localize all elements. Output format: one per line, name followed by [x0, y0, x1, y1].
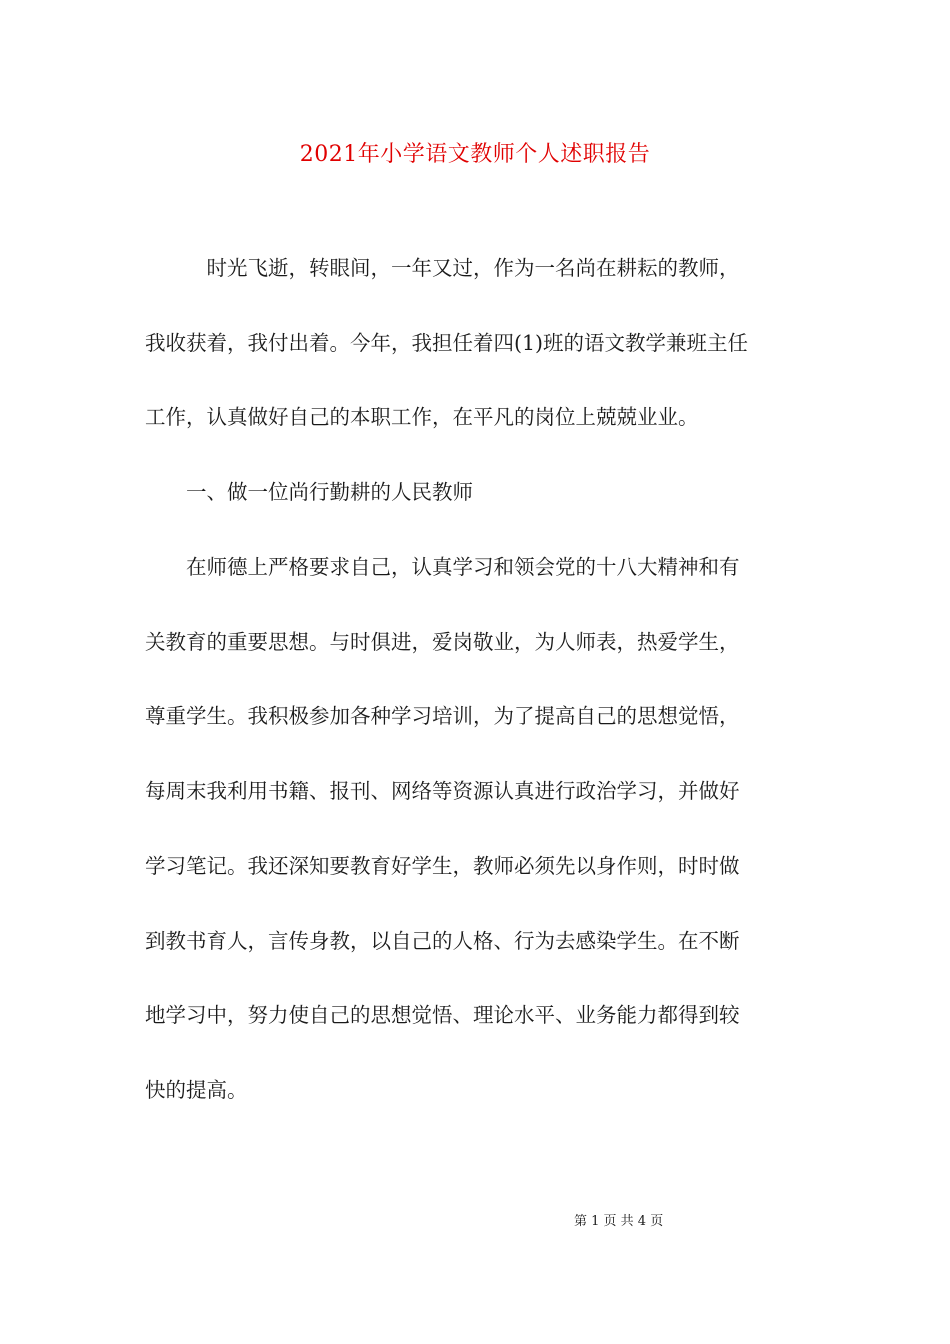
page-footer: 第 1 页 共 4 页 — [574, 1214, 664, 1229]
body-line: 快的提高。 — [145, 1078, 248, 1102]
body-line: 工作，认真做好自己的本职工作，在平凡的岗位上兢兢业业。 — [145, 405, 699, 429]
body-line: 学习笔记。我还深知要教育好学生，教师必须先以身作则，时时做 — [145, 854, 740, 878]
body-line: 地学习中，努力使自己的思想觉悟、理论水平、业务能力都得到较 — [145, 1003, 740, 1027]
body-line: 在师德上严格要求自己，认真学习和领会党的十八大精神和有 — [145, 555, 740, 579]
body-line: 我收获着，我付出着。今年，我担任着四(1)班的语文教学兼班主任 — [145, 331, 749, 355]
body-line: 关教育的重要思想。与时俱进，爱岗敬业，为人师表，热爱学生， — [145, 630, 740, 654]
document-title: 2021年小学语文教师个人述职报告 — [299, 142, 651, 167]
body-line: 每周末我利用书籍、报刊、网络等资源认真进行政治学习，并做好 — [145, 779, 740, 803]
section-heading: 一、做一位尚行勤耕的人民教师 — [145, 480, 473, 504]
body-line: 时光飞逝，转眼间，一年又过，作为一名尚在耕耘的教师， — [145, 256, 740, 280]
body-line: 尊重学生。我积极参加各种学习培训，为了提高自己的思想觉悟， — [145, 704, 740, 728]
body-line: 到教书育人，言传身教，以自己的人格、行为去感染学生。在不断 — [145, 929, 740, 953]
